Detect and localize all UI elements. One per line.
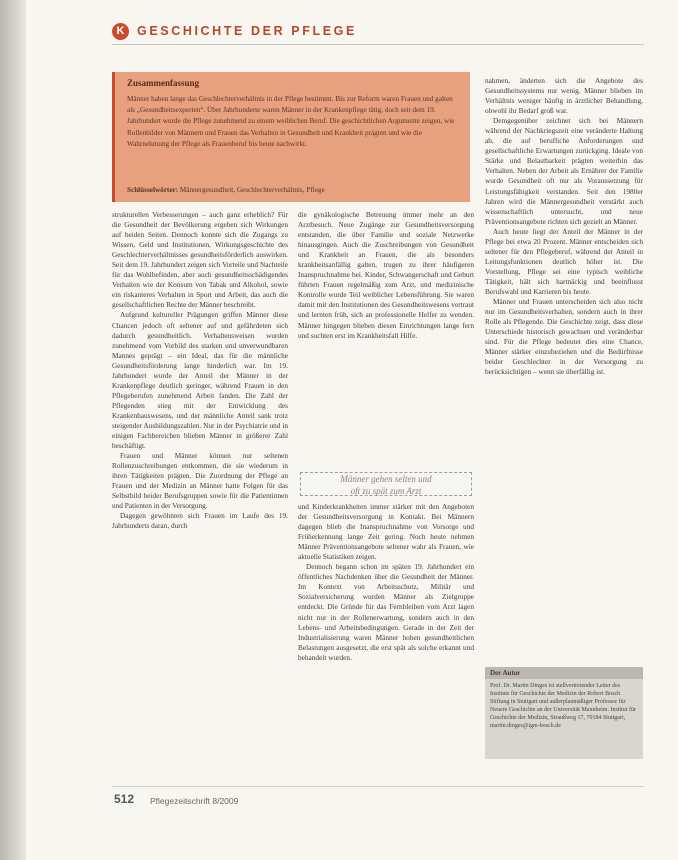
paragraph: Dagegen gewöhnten sich Frauen im Laufe des 19. Jahrhunderts daran, durch xyxy=(112,511,288,531)
summary-text: Männer haben lange das Geschlechterverhältnis in der Pflege bestimmt. Bis zur Reform waren Frauen und galten als „Gesundheitsexperten“. Über Jahrhunderte waren Männer in der Krankenpflege tätig, doch seit dem 19. Jahrhundert wurde die Pflege zunehmend zu einem weiblichen Beruf. Die geschichtlichen Argumente zeigen, wie Rollenbilder von Männern und Frauen das Verhalten in Gesundheit und Krankheit prägten und wie die Wahrnehmung der Pflege als Frauenberuf bis heute nachwirkt. xyxy=(127,95,455,148)
page-number: 512 xyxy=(114,792,135,806)
paragraph: Männer und Frauen unterscheiden sich also nicht nur im Gesundheitsverhalten, sondern auch in ihrer Rolle als Pflegende. Die Geschichte zeigt, dass diese Unterschiede historisch gewachsen und veränderbar sind. Für die Pflege bedeutet dies eine Chance, Männer stärker einzubeziehen und die Bedürfnisse beider Geschlechter in der Versorgung zu berücksichtigen – wenn sie überfällig ist. xyxy=(485,297,643,377)
pull-quote xyxy=(300,472,472,496)
paragraph: nahmen, änderten sich die Angebote des Gesundheitssystems nur wenig. Männer blieben im Verhältnis weniger häufig in ärztlicher Behandlung, obwohl ihr Bedarf groß war. xyxy=(485,76,643,116)
paragraph: Auch heute liegt der Anteil der Männer in der Pflege bei etwa 20 Prozent. Männer entscheiden sich seltener für den Pflegeberuf, während der Anteil in Leitungsfunktionen deutlich höher ist. Die Vorstellung, Pflege sei eine typisch weibliche Tätigkeit, hält sich hartnäckig und beeinflusst Berufswahl und Karrieren bis heute. xyxy=(485,226,643,296)
header-divider xyxy=(112,44,644,45)
section-title: GESCHICHTE DER PFLEGE xyxy=(137,24,357,38)
pull-quote-line-2: oft zu spät zum Arzt xyxy=(350,486,422,496)
pull-quote-line-1: Männer gehen selten und xyxy=(340,474,432,484)
article-column-3 xyxy=(485,76,643,624)
summary-keywords xyxy=(127,186,325,194)
paragraph: Dennoch begann schon im späten 19. Jahrhundert ein öffentliches Nachdenken über die Gesundheit der Männer. Im Kontext von Arbeitsschutz, Militär und Sozialversicherung wurden Männer als Zielgruppe entdeckt. Die Gründe für das Fernbleiben vom Arzt lagen nicht nur in der Rollenerwartung, sondern auch in den Lebens- und Arbeitsbedingungen. Gerade in der Zeit der Industrialisierung waren Männer hohen gesundheitlichen Belastungen ausgesetzt, die erst spät als solche erkannt und behandelt wurden. xyxy=(298,562,474,662)
summary-title: Zusammenfassung xyxy=(127,78,200,88)
summary-box xyxy=(112,72,470,202)
paragraph: und Kinderkrankheiten immer stärker mit den Angeboten der Gesundheitsversorgung in Kontakt. Bei Männern dagegen blieb die Inanspruchnahme von Vorsorge und Früherkennung lange Zeit gering. Noch heute nehmen Männer Präventionsangebote seltener wahr als Frauen, wie aktuelle Statistiken zeigen. xyxy=(298,502,474,562)
paragraph: Demgegenüber zeichnet sich bei Männern während der Nachkriegszeit eine veränderte Haltung ab, die auf berufliche Anforderungen und gesellschaftliche Erwartungen zurückging. Ideale von Stärke und Belastbarkeit prägten weiterhin das Verhalten. Neben der Arbeit als Ernährer der Familie wurde Gesundheit oft nur als Voraussetzung für Leistungsfähigkeit verstanden. Seit den 1980er Jahren wird die Männergesundheit verstärkt auch wissenschaftlich untersucht, und neue Präventionsangebote richten sich gezielt an Männer. xyxy=(485,116,643,226)
keywords-value: Männergesundheit, Geschlechterverhältnis, Pflege xyxy=(179,186,325,194)
paragraph: die gynäkologische Betreuung immer mehr an den Arztbesuch. Neue Zugänge zur Gesundheitsversorgung entstanden, die über Familie und soziale Netzwerke hinausgingen. Auch die Zuschreibungen von Gesundheit und Krankheit an Frauen, die als besonders krankheitsanfällig galten, trugen zu ihrer häufigeren Inanspruchnahme bei. Kinder, Schwangerschaft und Geburt führten Frauen regelmäßig zum Arzt, und medizinische Kontrolle wurde Teil weiblicher Lebensführung. Sie waren damit mit den Institutionen des Gesundheitswesens vertraut und lernten früh, sich an professionelle Helfer zu wenden. Männer hingegen blieben diesen Einrichtungen lange fern und suchten erst im Krankheitsfall Hilfe. xyxy=(298,210,474,340)
paragraph: Frauen und Männer können nur seltenen Rollenzuschreibungen entkommen, die sie wiederum in ihren Tätigkeiten prägten. Die Zuordnung der Pflege an Frauen und der Medizin an Männer hatte Folgen für das Selbstbild beider Berufsgruppen sowie für die Patientinnen und Patienten in der Versorgung. xyxy=(112,451,288,511)
section-badge-icon: K xyxy=(112,23,129,40)
keywords-label: Schlüsselwörter: xyxy=(127,186,179,194)
author-bio: Prof. Dr. Martin Dinges ist stellvertretender Leiter des Instituts für Geschichte der Medizin der Robert Bosch Stiftung in Stuttgart und außerplanmäßiger Professor für Neuere Geschichte an der Universität Mannheim. Institut für Geschichte der Medizin, Straußweg 17, 70184 Stuttgart, martin.dinges@igm-bosch.de xyxy=(490,683,636,729)
magazine-issue: Pflegezeitschrift 8/2009 xyxy=(150,796,239,806)
paragraph: strukturellen Verbesserungen – auch ganz erheblich? Für die Gesundheit der Bevölkerung ergeben sich Wirkungen auf beiden Seiten. Dennoch konnte sich die Zugangs zu Wissen, Geld und Institutionen, Wirkungsgeschichte des Geschlechterverhältnisses gesundheitsförderlich auswirken. Seit dem 19. Jahrhundert zeigen sich Vorteile und Nachteile für das Wohlbefinden, aber auch gesundheitsschädigendes Verhalten wie der Konsum von Tabak und Alkohol, sowie ein riskanteres Verhalten in Sport und Arbeit, das auch die gesellschaftlichen Rechte der Männer beschreibt. xyxy=(112,210,288,310)
page-gutter-shadow xyxy=(0,0,26,860)
footer-divider xyxy=(112,786,644,787)
article-column-1 xyxy=(112,210,288,772)
author-box xyxy=(485,667,643,759)
paragraph: Aufgrund kultureller Prägungen griffen Männer diese Chancen jedoch oft seltener auf und gefährdeten sich dadurch gesundheitlich. Verhaltensweisen wurden zunehmend vom Vorbild des starken und unverwundbaren Mannes geprägt – ein Ideal, das für die männliche Gesundheitsförderung lange hinderlich war. Im 19. Jahrhundert wurde der Anteil der Männer in der Krankenpflege deutlich geringer, während Frauen in den Pflegeberufen zunehmend Arbeit fanden. Die Zahl der Pflegenden stieg mit der Entwicklung des Krankenhauswesens, und der männliche Anteil sank trotz steigender Ausbildungszahlen. Nur in der Psychiatrie und in einigen Fachbereichen blieben Männer in größerer Zahl beschäftigt. xyxy=(112,310,288,451)
section-header xyxy=(112,20,357,42)
author-box-title: Der Autor xyxy=(485,667,643,679)
article-column-2-top xyxy=(298,210,474,465)
article-column-2-bottom xyxy=(298,502,474,772)
